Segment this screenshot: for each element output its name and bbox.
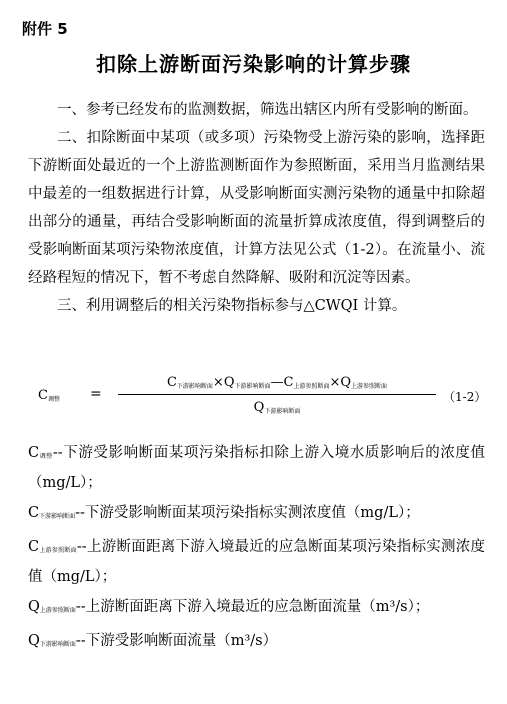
- definition-item: [28, 534, 485, 590]
- den-q: Q: [253, 400, 265, 415]
- formula-lhs: [38, 388, 60, 403]
- paragraph-step-2: 二、扣除断面中某项（或多项）污染物受上游污染的影响，选择距下游断面处最近的一个上游监测断面作为参照断面，采用当月监测结果中最差的一组数据进行计算，从受影响断面实测污染物的通量中扣除超出部分的通量，再结合受影响断面的流量折算成浓度值，得到调整后的受影响断面某项污染物浓度值，计算方法见公式（1-2）。在流量小、流经路程短的情况下，暂不考虑自然降解、吸附和沉淀等因素。: [28, 130, 485, 286]
- attachment-label: 附件 5: [22, 20, 68, 38]
- document-body: [28, 96, 485, 320]
- def-sub: 下游影响断面: [39, 513, 76, 520]
- formula-denominator: [118, 395, 436, 417]
- formula-lhs-var: C: [38, 388, 48, 403]
- den-q-sub: 下游影响断面: [264, 408, 301, 415]
- formula-numerator: [118, 372, 436, 395]
- def-sub: 上游参照断面: [39, 607, 76, 614]
- num-c1-sub: 下游影响断面: [176, 383, 213, 390]
- formula-equals: =: [90, 386, 102, 402]
- def-sub: 下游影响断面: [39, 641, 76, 648]
- def-text: --上游断面距离下游入境最近的应急断面某项污染指标实测浓度值（mg/L）；: [28, 539, 485, 585]
- num-q2-sub: 上游参照断面: [351, 383, 388, 390]
- num-c2: C: [283, 375, 294, 390]
- formula-number: （1-2）: [443, 390, 487, 404]
- num-q1-sub: 下游影响断面: [234, 383, 271, 390]
- num-times-1: ×: [212, 375, 224, 390]
- def-var: Q: [28, 599, 40, 615]
- def-sub: 调整: [39, 453, 53, 460]
- def-var: C: [28, 505, 40, 521]
- formula-fraction: [118, 372, 436, 417]
- paragraph-step-3: 三、利用调整后的相关污染物指标参与△CWQI 计算。: [57, 298, 407, 314]
- def-text: --下游受影响断面流量（m³/s）: [75, 633, 278, 649]
- definition-item: [28, 594, 485, 624]
- def-sub: 上游参照断面: [39, 547, 77, 554]
- def-text: --下游受影响断面某项污染指标实测浓度值（mg/L）；: [75, 505, 420, 521]
- num-c2-sub: 上游参照断面: [293, 383, 330, 390]
- definition-item: [28, 628, 485, 658]
- variable-definitions: [28, 440, 485, 662]
- formula-1-2: [28, 372, 485, 434]
- formula-lhs-sub: 调整: [47, 396, 60, 403]
- definition-item: [28, 500, 485, 530]
- def-var: Q: [28, 633, 40, 649]
- def-var: C: [28, 445, 40, 461]
- def-text: --下游受影响断面某项污染指标扣除上游入境水质影响后的浓度值（mg/L）；: [28, 445, 485, 491]
- paragraph-step-1: 一、参考已经发布的监测数据，筛选出辖区内所有受影响的断面。: [57, 102, 478, 118]
- num-c1: C: [166, 375, 177, 390]
- num-minus: —: [270, 375, 284, 390]
- definition-item: [28, 440, 485, 496]
- num-q1: Q: [223, 375, 235, 390]
- num-q2: Q: [340, 375, 352, 390]
- num-times-2: ×: [329, 375, 341, 390]
- def-var: C: [28, 539, 40, 555]
- page-title: 扣除上游断面污染影响的计算步骤: [96, 52, 411, 76]
- def-text: --上游断面距离下游入境最近的应急断面流量（m³/s）；: [75, 599, 430, 615]
